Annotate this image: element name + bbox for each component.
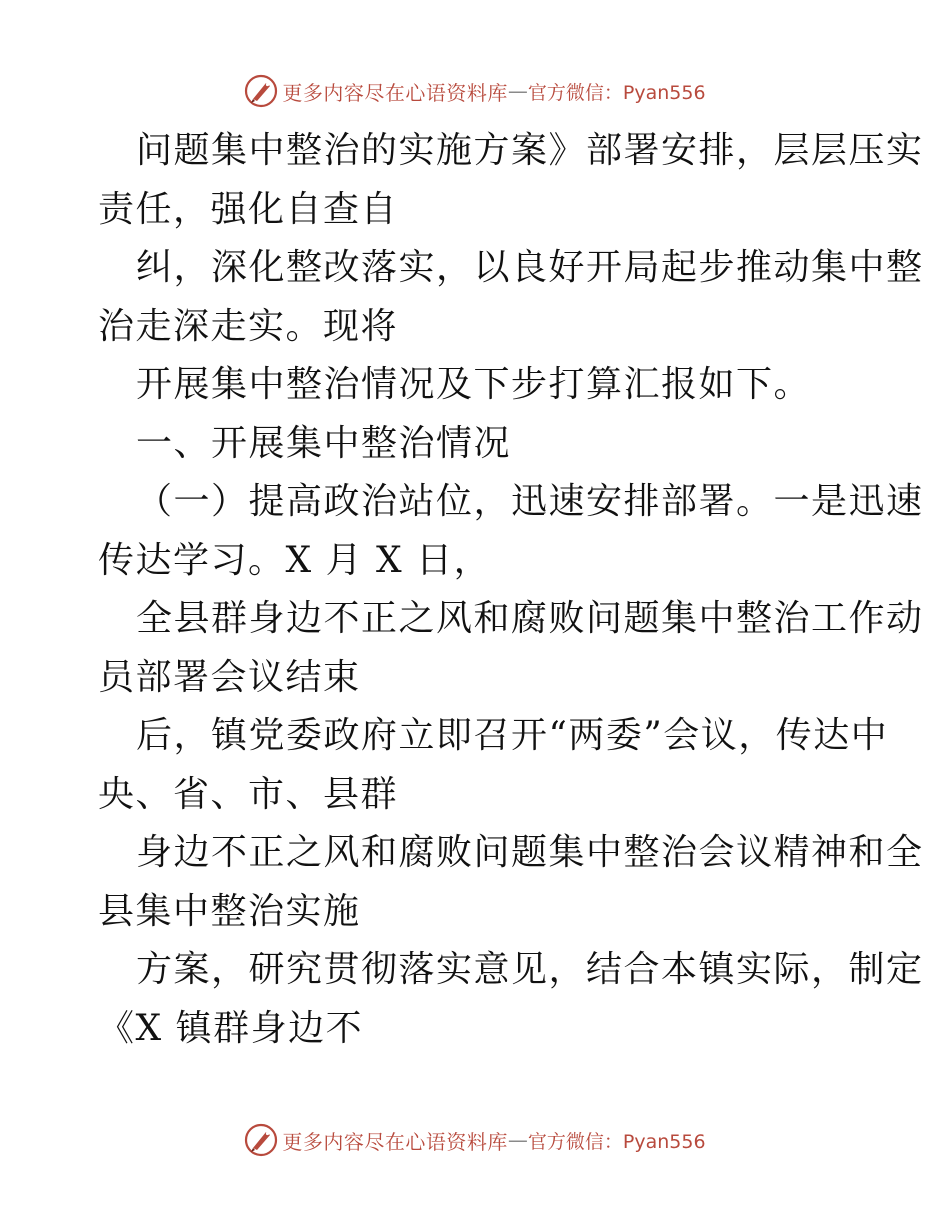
text-line: 全县群身边不正之风和腐败问题集中整治工作动 (136, 598, 924, 639)
watermark-contact: 官方微信：Pyan556 (527, 1130, 706, 1153)
watermark-text: 更多内容尽在心语资料库 (282, 80, 508, 105)
text-line: 后，镇党委政府立即召开“两委”会议，传达中 (136, 715, 889, 756)
text-line: 身边不正之风和腐败问题集中整治会议精神和全 (136, 832, 924, 873)
pen-logo-icon (244, 74, 278, 108)
text-line: 《X 镇群身边不 (98, 1007, 364, 1049)
watermark-contact: 官方微信：Pyan556 (527, 81, 706, 104)
text-line: 方案，研究贯彻落实意见，结合本镇实际，制定 (136, 949, 924, 990)
document-body (98, 122, 924, 1058)
text-line: （一）提高政治站位，迅速安排部署。一是迅速 (136, 481, 924, 522)
watermark-separator: — (507, 79, 528, 103)
footer-watermark (0, 1120, 950, 1160)
text-line: 问题集中整治的实施方案》部署安排，层层压实 (136, 130, 924, 171)
text-line: 传达学习。X 月 X 日， (98, 539, 492, 581)
section-heading: 一、开展集中整治情况 (136, 422, 512, 464)
watermark-text: 更多内容尽在心语资料库 (282, 1129, 508, 1154)
watermark-separator: — (507, 1128, 528, 1152)
header-watermark (0, 71, 950, 111)
text-line: 治走深走实。现将 (98, 305, 399, 347)
text-line: 县集中整治实施 (98, 890, 361, 932)
text-line: 央、省、市、县群 (98, 773, 399, 815)
text-line: 开展集中整治情况及下步打算汇报如下。 (136, 364, 812, 405)
pen-logo-icon (244, 1123, 278, 1157)
text-line: 纠，深化整改落实，以良好开局起步推动集中整 (136, 247, 924, 288)
text-line: 员部署会议结束 (98, 656, 361, 698)
text-line: 责任，强化自查自 (98, 188, 399, 230)
